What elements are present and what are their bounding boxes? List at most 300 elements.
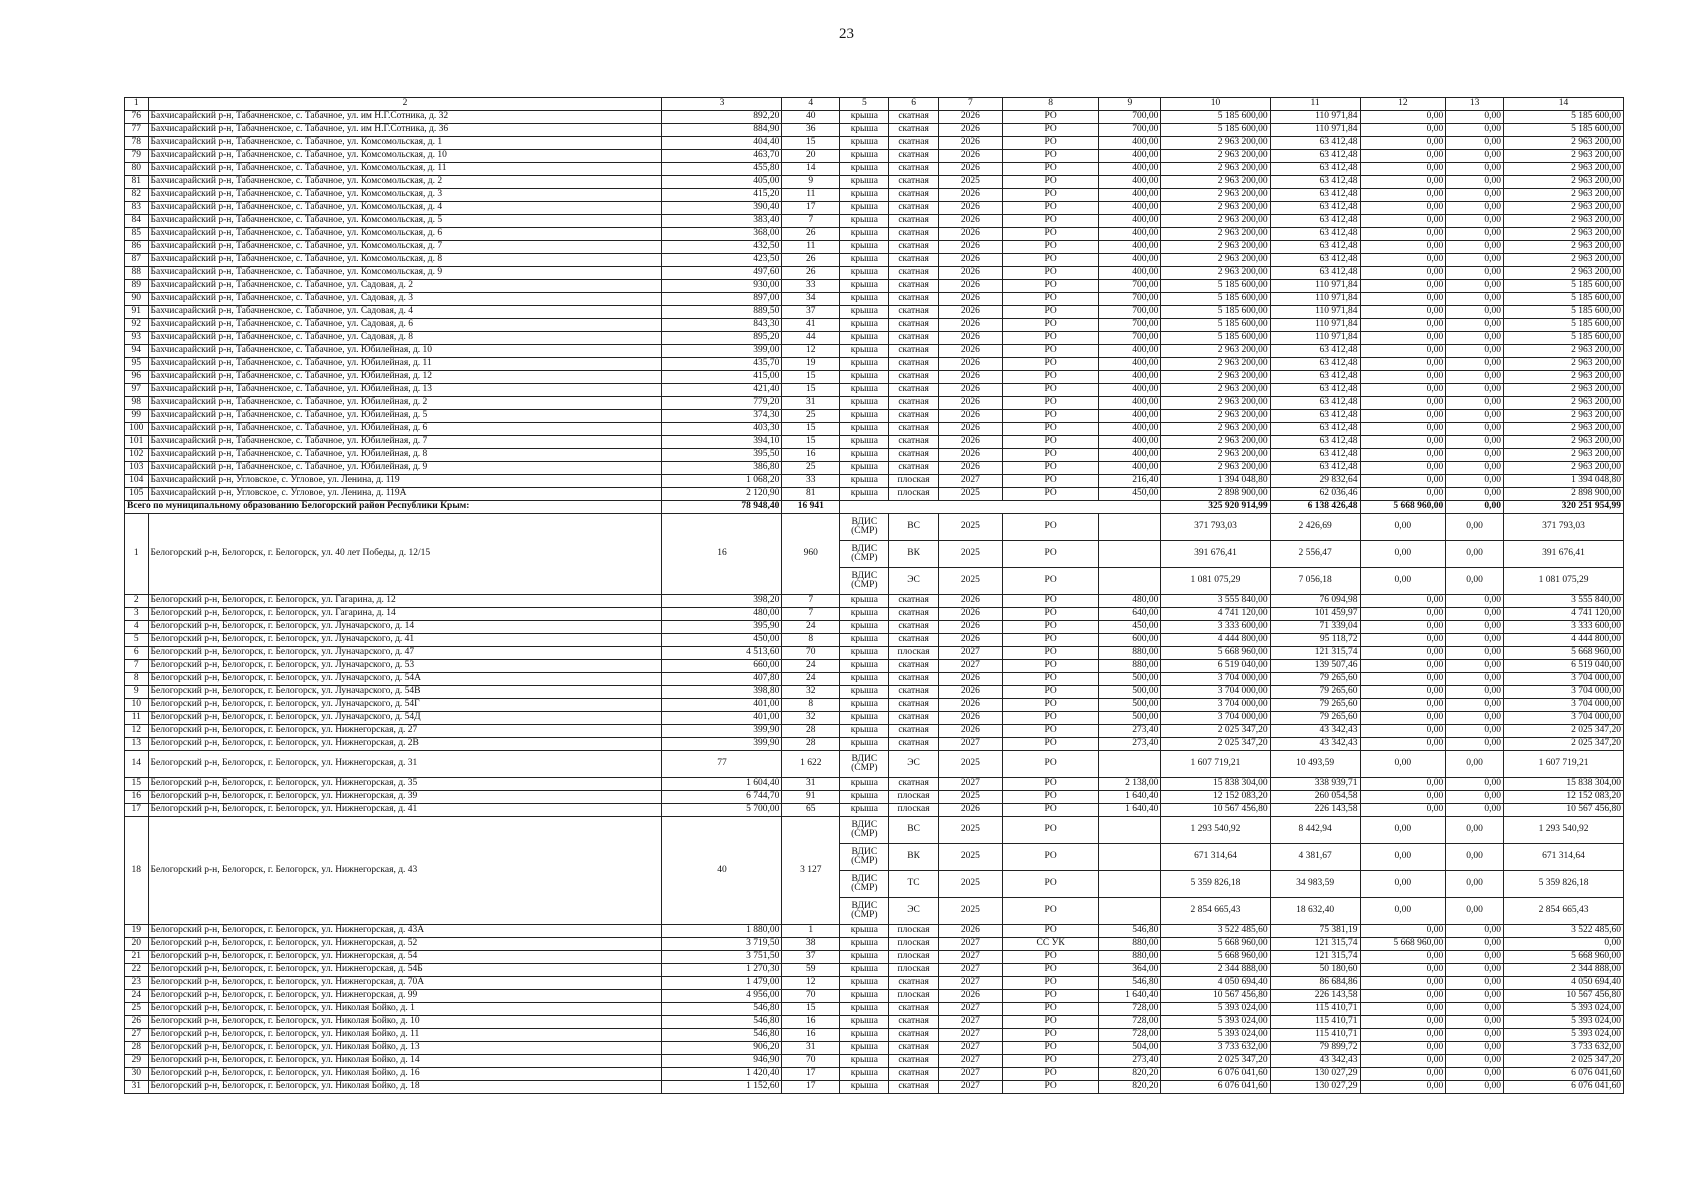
cell-method: РО — [1002, 951, 1098, 964]
cell-address: Бахчисарайский р-н, Табачненское, с. Табачное, ул. Комсомольская, д. 6 — [148, 228, 662, 241]
cell-method: РО — [1002, 462, 1098, 475]
cell-element: крыша — [840, 1068, 889, 1081]
cell-fund-amount: 5 393 024,00 — [1504, 1016, 1624, 1029]
empty-cell — [840, 501, 1161, 514]
cell-cost: 5 185 600,00 — [1161, 332, 1270, 345]
cell-residents: 7 — [782, 608, 840, 621]
table-row — [125, 332, 1624, 345]
cell-fund-amount: 3 704 000,00 — [1504, 673, 1624, 686]
cell-type: скатная — [889, 267, 938, 280]
cell-other-funds: 0,00 — [1446, 319, 1504, 332]
cell-owner-funds: 0,00 — [1360, 384, 1446, 397]
cell-other-funds: 0,00 — [1446, 124, 1504, 137]
cell-fund-amount: 2 963 200,00 — [1504, 137, 1624, 150]
cell-type: скатная — [889, 621, 938, 634]
cell-element: крыша — [840, 215, 889, 228]
cell-type: плоская — [889, 791, 938, 804]
table-row — [125, 977, 1624, 990]
cell-residents: 36 — [782, 124, 840, 137]
cell-address: Бахчисарайский р-н, Табачненское, с. Табачное, ул. Садовая, д. 4 — [148, 306, 662, 319]
cell-method: РО — [1002, 436, 1098, 449]
cell-type: плоская — [889, 804, 938, 817]
cell-area: 401,00 — [662, 712, 782, 725]
cell-area: 405,00 — [662, 176, 782, 189]
table-row — [125, 686, 1624, 699]
cell-row-number: 30 — [125, 1068, 149, 1081]
cell-element: крыша — [840, 345, 889, 358]
cell-fee: 76 094,98 — [1270, 595, 1360, 608]
cell-other-funds: 0,00 — [1446, 475, 1504, 488]
cell-type: скатная — [889, 725, 938, 738]
cell-year: 2026 — [938, 254, 1002, 267]
table-row — [125, 595, 1624, 608]
cell-method: РО — [1002, 163, 1098, 176]
cell-type: скатная — [889, 738, 938, 751]
cell-volume: 880,00 — [1099, 647, 1161, 660]
cell-row-number: 9 — [125, 686, 149, 699]
cell-owner-funds: 0,00 — [1360, 241, 1446, 254]
cell-row-number: 4 — [125, 621, 149, 634]
table-row — [125, 280, 1624, 293]
cell-cost: 6 076 041,60 — [1161, 1081, 1270, 1094]
cell-fee: 63 412,48 — [1270, 423, 1360, 436]
column-header: 3 — [662, 98, 782, 111]
cell-volume: 600,00 — [1099, 634, 1161, 647]
cell-element: ВДИС (СМР) — [840, 541, 889, 568]
cell-owner-funds: 0,00 — [1360, 332, 1446, 345]
cell-type: скатная — [889, 345, 938, 358]
cell-cost: 3 704 000,00 — [1161, 712, 1270, 725]
cell-owner-funds: 0,00 — [1360, 898, 1446, 925]
cell-year: 2027 — [938, 1003, 1002, 1016]
cell-fund-amount: 5 668 960,00 — [1504, 647, 1624, 660]
cell-area: 421,40 — [662, 384, 782, 397]
cell-row-number: 7 — [125, 660, 149, 673]
cell-owner-funds: 0,00 — [1360, 871, 1446, 898]
column-header: 4 — [782, 98, 840, 111]
cell-other-funds: 0,00 — [1446, 488, 1504, 501]
table-row — [125, 738, 1624, 751]
cell-residents: 33 — [782, 280, 840, 293]
cell-method: РО — [1002, 1068, 1098, 1081]
cell-address: Белогорский р-н, Белогорск, г. Белогорск, ул. Нижнегорская, д. 54Б — [148, 964, 662, 977]
cell-year: 2026 — [938, 990, 1002, 1003]
cell-other-funds: 0,00 — [1446, 241, 1504, 254]
cell-method: РО — [1002, 358, 1098, 371]
cell-residents: 31 — [782, 1042, 840, 1055]
cell-owner-funds: 0,00 — [1360, 423, 1446, 436]
cell-fee: 79 265,60 — [1270, 699, 1360, 712]
cell-year: 2027 — [938, 1042, 1002, 1055]
cell-volume: 880,00 — [1099, 951, 1161, 964]
cell-cost: 5 359 826,18 — [1161, 871, 1270, 898]
cell-fund-amount: 5 393 024,00 — [1504, 1003, 1624, 1016]
cell-owner-funds: 0,00 — [1360, 1003, 1446, 1016]
cell-owner-funds: 0,00 — [1360, 1068, 1446, 1081]
cell-volume: 273,40 — [1099, 738, 1161, 751]
cell-fee: 63 412,48 — [1270, 176, 1360, 189]
cell-area: 779,20 — [662, 397, 782, 410]
cell-year: 2025 — [938, 898, 1002, 925]
table-row — [125, 150, 1624, 163]
cell-fee: 63 412,48 — [1270, 241, 1360, 254]
cell-type: скатная — [889, 686, 938, 699]
table-row — [125, 1068, 1624, 1081]
cell-residents: 17 — [782, 1068, 840, 1081]
cell-owner-funds: 0,00 — [1360, 293, 1446, 306]
cell-other-funds: 0,00 — [1446, 371, 1504, 384]
cell-owner-funds: 0,00 — [1360, 397, 1446, 410]
cell-residents: 91 — [782, 791, 840, 804]
cell-fund-amount: 6 076 041,60 — [1504, 1068, 1624, 1081]
cell-fund-amount: 3 522 485,60 — [1504, 925, 1624, 938]
cell-cost: 2 963 200,00 — [1161, 215, 1270, 228]
cell-method: РО — [1002, 137, 1098, 150]
cell-year: 2025 — [938, 817, 1002, 844]
cell-fee: 63 412,48 — [1270, 384, 1360, 397]
cell-fund-amount: 5 185 600,00 — [1504, 280, 1624, 293]
table-row — [125, 137, 1624, 150]
cell-year: 2027 — [938, 738, 1002, 751]
cell-other-funds: 0,00 — [1446, 990, 1504, 1003]
header-row — [125, 98, 1624, 111]
cell-other-funds: 0,00 — [1446, 267, 1504, 280]
cell-residents: 70 — [782, 647, 840, 660]
cell-area: 930,00 — [662, 280, 782, 293]
cell-volume: 880,00 — [1099, 660, 1161, 673]
cell-other-funds: 0,00 — [1446, 673, 1504, 686]
cell-type: скатная — [889, 358, 938, 371]
cell-area: 463,70 — [662, 150, 782, 163]
cell-address: Бахчисарайский р-н, Табачненское, с. Табачное, ул. Садовая, д. 2 — [148, 280, 662, 293]
cell-volume: 2 138,00 — [1099, 778, 1161, 791]
cell-volume: 273,40 — [1099, 1055, 1161, 1068]
cell-address: Белогорский р-н, Белогорск, г. Белогорск, ул. Луначарского, д. 54Г — [148, 699, 662, 712]
cell-element: крыша — [840, 1055, 889, 1068]
cell-volume: 450,00 — [1099, 621, 1161, 634]
cell-fee: 63 412,48 — [1270, 358, 1360, 371]
cell-method: РО — [1002, 541, 1098, 568]
cell-fee: 18 632,40 — [1270, 898, 1360, 925]
cell-area: 432,50 — [662, 241, 782, 254]
cell-fee: 79 265,60 — [1270, 712, 1360, 725]
cell-cost: 5 393 024,00 — [1161, 1016, 1270, 1029]
cell-year: 2026 — [938, 280, 1002, 293]
cell-method: РО — [1002, 384, 1098, 397]
cell-volume — [1099, 844, 1161, 871]
cell-element: крыша — [840, 241, 889, 254]
cell-residents: 7 — [782, 215, 840, 228]
cell-owner-funds: 0,00 — [1360, 449, 1446, 462]
cell-method: РО — [1002, 712, 1098, 725]
cell-cost: 12 152 083,20 — [1161, 791, 1270, 804]
cell-cost: 4 444 800,00 — [1161, 634, 1270, 647]
cell-area: 1 604,40 — [662, 778, 782, 791]
cell-fee: 260 054,58 — [1270, 791, 1360, 804]
cell-row-number: 3 — [125, 608, 149, 621]
cell-owner-funds: 0,00 — [1360, 254, 1446, 267]
cell-address: Белогорский р-н, Белогорск, г. Белогорск, ул. Нижнегорская, д. 27 — [148, 725, 662, 738]
cell-type: скатная — [889, 241, 938, 254]
cell-fee: 4 381,67 — [1270, 844, 1360, 871]
cell-fund-amount: 2 898 900,00 — [1504, 488, 1624, 501]
total-label: Всего по муниципальному образованию Белогорский район Республики Крым: — [125, 501, 662, 514]
cell-row-number: 97 — [125, 384, 149, 397]
cell-address: Белогорский р-н, Белогорск, г. Белогорск, ул. Нижнегорская, д. 43А — [148, 925, 662, 938]
cell-address: Белогорский р-н, Белогорск, г. Белогорск, ул. Нижнегорская, д. 99 — [148, 990, 662, 1003]
cell-address: Белогорский р-н, Белогорск, г. Белогорск, ул. Луначарского, д. 41 — [148, 634, 662, 647]
cell-other-funds: 0,00 — [1446, 634, 1504, 647]
cell-address: Бахчисарайский р-н, Табачненское, с. Табачное, ул. Юбилейная, д. 12 — [148, 371, 662, 384]
cell-address: Белогорский р-н, Белогорск, г. Белогорск, ул. 40 лет Победы, д. 12/15 — [148, 514, 662, 595]
table-row — [125, 436, 1624, 449]
cell-volume — [1099, 514, 1161, 541]
cell-year: 2027 — [938, 938, 1002, 951]
cell-volume: 400,00 — [1099, 449, 1161, 462]
cell-fee: 2 556,47 — [1270, 541, 1360, 568]
cell-element: крыша — [840, 423, 889, 436]
cell-address: Белогорский р-н, Белогорск, г. Белогорск, ул. Николая Бойко, д. 10 — [148, 1016, 662, 1029]
table-row — [125, 621, 1624, 634]
cell-cost: 2 963 200,00 — [1161, 410, 1270, 423]
cell-year: 2026 — [938, 449, 1002, 462]
cell-residents: 37 — [782, 306, 840, 319]
cell-type: плоская — [889, 951, 938, 964]
cell-residents: 41 — [782, 319, 840, 332]
cell-address: Белогорский р-н, Белогорск, г. Белогорск, ул. Нижнегорская, д. 31 — [148, 751, 662, 778]
cell-volume: 400,00 — [1099, 215, 1161, 228]
cell-fund-amount: 2 963 200,00 — [1504, 462, 1624, 475]
cell-element: крыша — [840, 712, 889, 725]
cell-fee: 95 118,72 — [1270, 634, 1360, 647]
cell-row-number: 10 — [125, 699, 149, 712]
cell-type: плоская — [889, 475, 938, 488]
cell-volume: 728,00 — [1099, 1029, 1161, 1042]
cell-address: Бахчисарайский р-н, Табачненское, с. Табачное, ул. им Н.Г.Сотника, д. 36 — [148, 124, 662, 137]
cell-residents: 16 — [782, 449, 840, 462]
cell-volume: 400,00 — [1099, 176, 1161, 189]
cell-address: Бахчисарайский р-н, Табачненское, с. Табачное, ул. Юбилейная, д. 6 — [148, 423, 662, 436]
cell-fee: 79 265,60 — [1270, 673, 1360, 686]
table-row — [125, 712, 1624, 725]
cell-row-number: 86 — [125, 241, 149, 254]
cell-cost: 5 668 960,00 — [1161, 647, 1270, 660]
cell-year: 2025 — [938, 568, 1002, 595]
cell-row-number: 98 — [125, 397, 149, 410]
cell-area: 5 700,00 — [662, 804, 782, 817]
table-row — [125, 111, 1624, 124]
cell-year: 2026 — [938, 241, 1002, 254]
cell-method: РО — [1002, 925, 1098, 938]
cell-volume: 700,00 — [1099, 124, 1161, 137]
cell-area: 415,00 — [662, 371, 782, 384]
table-row — [125, 358, 1624, 371]
cell-type: скатная — [889, 410, 938, 423]
cell-fund-amount: 2 963 200,00 — [1504, 384, 1624, 397]
cell-cost: 2 963 200,00 — [1161, 137, 1270, 150]
cell-cost: 2 963 200,00 — [1161, 254, 1270, 267]
cell-row-number: 87 — [125, 254, 149, 267]
cell-element: крыша — [840, 293, 889, 306]
cell-year: 2026 — [938, 202, 1002, 215]
cell-method: РО — [1002, 423, 1098, 436]
cell-volume: 400,00 — [1099, 410, 1161, 423]
cell-element: крыша — [840, 634, 889, 647]
cell-year: 2026 — [938, 925, 1002, 938]
table-row — [125, 228, 1624, 241]
column-header: 10 — [1161, 98, 1270, 111]
cell-address: Бахчисарайский р-н, Табачненское, с. Табачное, ул. Комсомольская, д. 11 — [148, 163, 662, 176]
table-row — [125, 163, 1624, 176]
cell-area: 40 — [662, 817, 782, 925]
cell-fund-amount: 3 704 000,00 — [1504, 686, 1624, 699]
cell-cost: 2 963 200,00 — [1161, 345, 1270, 358]
cell-residents: 32 — [782, 686, 840, 699]
cell-cost: 2 963 200,00 — [1161, 462, 1270, 475]
cell-row-number: 105 — [125, 488, 149, 501]
cell-residents: 14 — [782, 163, 840, 176]
cell-fee: 110 971,84 — [1270, 124, 1360, 137]
cell-area: 403,30 — [662, 423, 782, 436]
cell-owner-funds: 0,00 — [1360, 844, 1446, 871]
cell-other-funds: 0,00 — [1446, 280, 1504, 293]
cell-type: скатная — [889, 163, 938, 176]
cell-address: Бахчисарайский р-н, Угловское, с. Угловое, ул. Ленина, д. 119А — [148, 488, 662, 501]
column-header: 7 — [938, 98, 1002, 111]
cell-address: Бахчисарайский р-н, Табачненское, с. Табачное, ул. Юбилейная, д. 11 — [148, 358, 662, 371]
cell-type: скатная — [889, 608, 938, 621]
cell-area: 395,90 — [662, 621, 782, 634]
cell-year: 2026 — [938, 397, 1002, 410]
cell-fund-amount: 2 854 665,43 — [1504, 898, 1624, 925]
table-row — [125, 345, 1624, 358]
cell-row-number: 81 — [125, 176, 149, 189]
cell-fee: 29 832,64 — [1270, 475, 1360, 488]
table-row — [125, 215, 1624, 228]
cell-year: 2026 — [938, 215, 1002, 228]
cell-residents: 25 — [782, 410, 840, 423]
cell-residents: 7 — [782, 595, 840, 608]
cell-volume: 400,00 — [1099, 397, 1161, 410]
cell-row-number: 29 — [125, 1055, 149, 1068]
cell-row-number: 2 — [125, 595, 149, 608]
cell-owner-funds: 0,00 — [1360, 647, 1446, 660]
cell-element: крыша — [840, 462, 889, 475]
cell-type: скатная — [889, 595, 938, 608]
cell-type: скатная — [889, 660, 938, 673]
cell-fee: 110 971,84 — [1270, 293, 1360, 306]
cell-other-funds: 0,00 — [1446, 176, 1504, 189]
cell-year: 2027 — [938, 475, 1002, 488]
cell-cost: 5 185 600,00 — [1161, 111, 1270, 124]
cell-type: скатная — [889, 280, 938, 293]
cell-cost: 3 733 632,00 — [1161, 1042, 1270, 1055]
cell-type: скатная — [889, 634, 938, 647]
cell-cost: 15 838 304,00 — [1161, 778, 1270, 791]
cell-volume — [1099, 541, 1161, 568]
cell-area: 374,30 — [662, 410, 782, 423]
cell-area: 497,60 — [662, 267, 782, 280]
table-row — [125, 1029, 1624, 1042]
table-row — [125, 938, 1624, 951]
cell-owner-funds: 0,00 — [1360, 1081, 1446, 1094]
total-fee: 6 138 426,48 — [1270, 501, 1360, 514]
cell-residents: 26 — [782, 228, 840, 241]
cell-method: РО — [1002, 844, 1098, 871]
cell-fund-amount: 391 676,41 — [1504, 541, 1624, 568]
cell-cost: 2 963 200,00 — [1161, 150, 1270, 163]
cell-fund-amount: 1 293 540,92 — [1504, 817, 1624, 844]
cell-fund-amount: 4 050 694,40 — [1504, 977, 1624, 990]
cell-other-funds: 0,00 — [1446, 397, 1504, 410]
cell-other-funds: 0,00 — [1446, 1042, 1504, 1055]
cell-volume: 400,00 — [1099, 423, 1161, 436]
cell-year: 2026 — [938, 163, 1002, 176]
cell-method: РО — [1002, 568, 1098, 595]
cell-other-funds: 0,00 — [1446, 1003, 1504, 1016]
cell-row-number: 104 — [125, 475, 149, 488]
table-row — [125, 241, 1624, 254]
cell-other-funds: 0,00 — [1446, 306, 1504, 319]
cell-other-funds: 0,00 — [1446, 332, 1504, 345]
cell-fee: 71 339,04 — [1270, 621, 1360, 634]
table-row — [125, 1055, 1624, 1068]
cell-volume: 400,00 — [1099, 345, 1161, 358]
cell-other-funds: 0,00 — [1446, 725, 1504, 738]
cell-area: 398,80 — [662, 686, 782, 699]
cell-volume: 546,80 — [1099, 977, 1161, 990]
cell-fee: 338 939,71 — [1270, 778, 1360, 791]
cell-method: РО — [1002, 371, 1098, 384]
cell-year: 2026 — [938, 228, 1002, 241]
cell-element: крыша — [840, 647, 889, 660]
cell-fund-amount: 3 333 600,00 — [1504, 621, 1624, 634]
cell-volume — [1099, 898, 1161, 925]
cell-cost: 2 963 200,00 — [1161, 267, 1270, 280]
cell-year: 2026 — [938, 371, 1002, 384]
cell-method: РО — [1002, 990, 1098, 1003]
cell-other-funds: 0,00 — [1446, 541, 1504, 568]
table-row — [125, 462, 1624, 475]
cell-fund-amount: 5 185 600,00 — [1504, 306, 1624, 319]
table-row — [125, 804, 1624, 817]
cell-volume: 400,00 — [1099, 202, 1161, 215]
cell-area: 368,00 — [662, 228, 782, 241]
cell-area: 77 — [662, 751, 782, 778]
cell-address: Белогорский р-н, Белогорск, г. Белогорск, ул. Нижнегорская, д. 39 — [148, 791, 662, 804]
cell-fee: 63 412,48 — [1270, 163, 1360, 176]
cell-address: Белогорский р-н, Белогорск, г. Белогорск, ул. Гагарина, д. 14 — [148, 608, 662, 621]
cell-area: 2 120,90 — [662, 488, 782, 501]
cell-year: 2025 — [938, 844, 1002, 871]
total-other-funds: 0,00 — [1446, 501, 1504, 514]
cell-row-number: 13 — [125, 738, 149, 751]
cell-other-funds: 0,00 — [1446, 817, 1504, 844]
table-row — [125, 397, 1624, 410]
cell-row-number: 8 — [125, 673, 149, 686]
cell-type: скатная — [889, 150, 938, 163]
cell-type: скатная — [889, 397, 938, 410]
cell-volume: 700,00 — [1099, 280, 1161, 293]
cell-cost: 10 567 456,80 — [1161, 804, 1270, 817]
cell-element: крыша — [840, 1081, 889, 1094]
cell-area: 395,50 — [662, 449, 782, 462]
cell-other-funds: 0,00 — [1446, 423, 1504, 436]
cell-area: 906,20 — [662, 1042, 782, 1055]
cell-owner-funds: 0,00 — [1360, 673, 1446, 686]
cell-owner-funds: 0,00 — [1360, 267, 1446, 280]
cell-type: скатная — [889, 228, 938, 241]
